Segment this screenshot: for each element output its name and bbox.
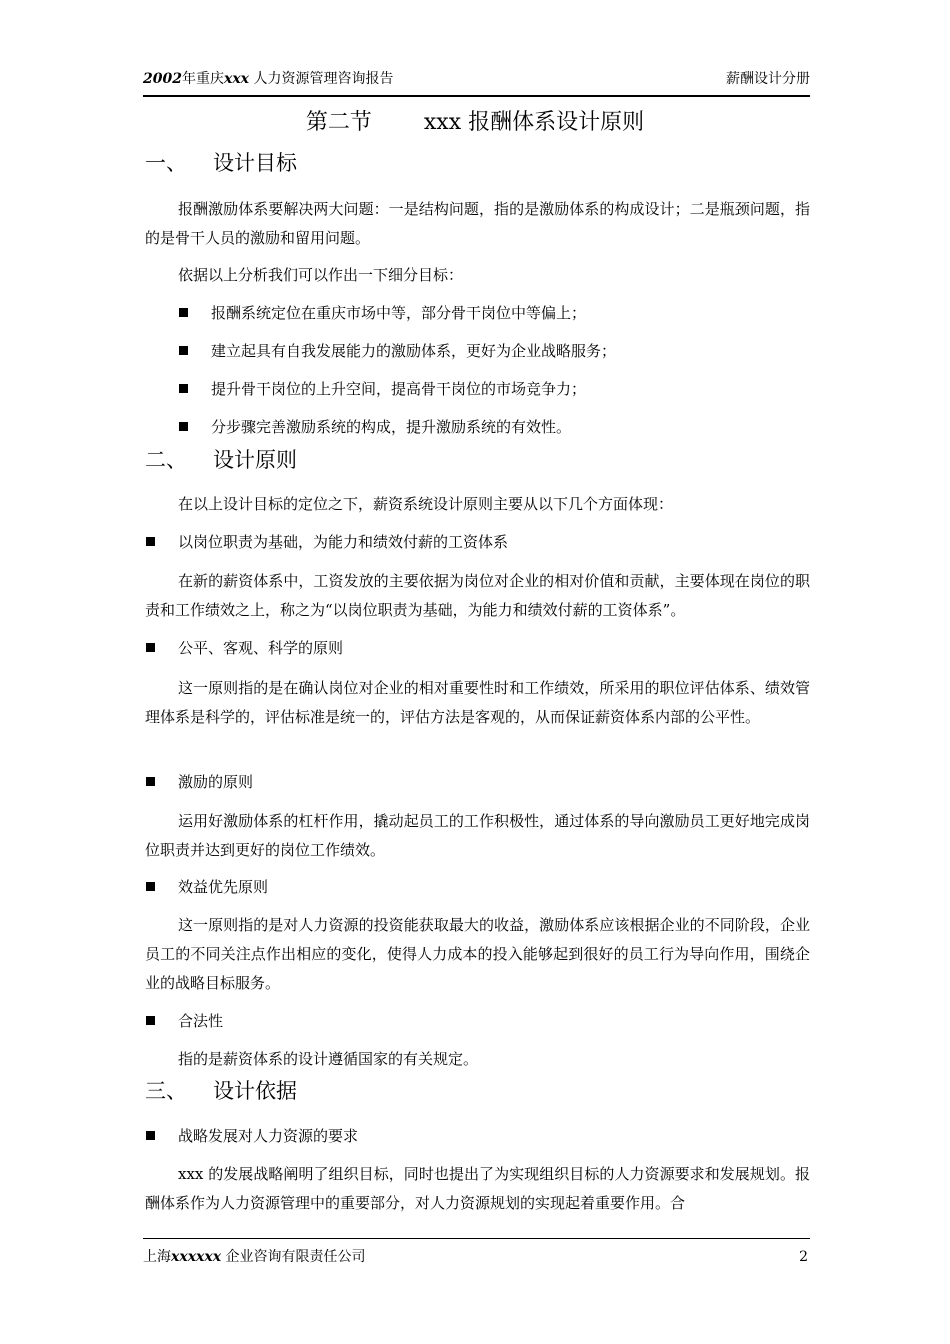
heading-design-basis	[145, 1077, 297, 1105]
list-item-text: 提升骨干岗位的上升空间，提高骨干岗位的市场竞争力；	[211, 380, 587, 398]
list-item-text: 报酬系统定位在重庆市场中等，部分骨干岗位中等偏上；	[211, 304, 587, 322]
header-year: 2002	[143, 71, 182, 87]
footer-company-placeholder: xxxxxx	[171, 1249, 222, 1265]
principle-title	[146, 877, 268, 897]
principle-title-text: 战略发展对人力资源的要求	[178, 1127, 359, 1145]
page-header	[143, 70, 810, 92]
list-item	[179, 379, 586, 399]
section-title	[0, 108, 950, 138]
paragraph: 运用好激励体系的杠杆作用，撬动起员工的工作积极性，通过体系的导向激励员工更好地完成岗位职责并达到更好的岗位工作绩效。	[145, 812, 810, 859]
header-city: 年重庆	[181, 71, 224, 87]
paragraph: 指的是薪资体系的设计遵循国家的有关规定。	[178, 1050, 479, 1068]
paragraph: 在以上设计目标的定位之下，薪资系统设计原则主要从以下几个方面体现：	[178, 495, 674, 513]
header-company: xxx	[223, 71, 250, 87]
square-bullet-icon	[146, 777, 155, 786]
square-bullet-icon	[179, 346, 188, 355]
page-number: 2	[799, 1249, 808, 1265]
square-bullet-icon	[146, 1016, 155, 1025]
square-bullet-icon	[179, 422, 188, 431]
heading-number: 一、	[145, 151, 187, 175]
principle-title	[146, 1126, 358, 1146]
footer-city: 上海	[143, 1249, 171, 1265]
square-bullet-icon	[146, 1131, 155, 1140]
header-volume: 薪酬设计分册	[726, 71, 810, 87]
list-item-text: 建立起具有自我发展能力的激励体系，更好为企业战略服务；	[211, 342, 617, 360]
paragraph: 这一原则指的是对人力资源的投资能获取最大的收益，激励体系应该根据企业的不同阶段，企业员工的不同关注点作出相应的变化，使得人力成本的投入能够起到很好的员工行为导向作用，围绕企业的战略目标服务。	[145, 916, 810, 992]
paragraph: xxx 的发展战略阐明了组织目标，同时也提出了为实现组织目标的人力资源要求和发展规划。报酬体系作为人力资源管理中的重要部分，对人力资源规划的实现起着重要作用。合	[145, 1165, 810, 1212]
heading-text: 设计原则	[213, 448, 297, 472]
footer-company	[143, 1248, 366, 1266]
principle-title-text: 激励的原则	[178, 773, 254, 791]
list-item	[179, 303, 586, 323]
section-name: xxx 报酬体系设计原则	[423, 110, 645, 135]
header-report-title	[143, 70, 393, 88]
paragraph: 报酬激励体系要解决两大问题：一是结构问题，指的是激励体系的构成设计；二是瓶颈问题，指的是骨干人员的激励和留用问题。	[145, 200, 810, 247]
paragraph: 这一原则指的是在确认岗位对企业的相对重要性时和工作绩效，所采用的职位评估体系、绩效管理体系是科学的，评估标准是统一的，评估方法是客观的，从而保证薪资体系内部的公平性。	[145, 679, 810, 726]
principle-title	[146, 772, 253, 792]
principle-title	[146, 532, 508, 552]
heading-number: 二、	[145, 448, 187, 472]
heading-design-principles	[145, 446, 297, 474]
list-item-text: 分步骤完善激励系统的构成，提升激励系统的有效性。	[211, 418, 572, 436]
footer-company-name: 企业咨询有限责任公司	[221, 1249, 366, 1265]
square-bullet-icon	[179, 308, 188, 317]
section-number: 第二节	[305, 110, 372, 135]
square-bullet-icon	[179, 384, 188, 393]
principle-title-text: 以岗位职责为基础，为能力和绩效付薪的工资体系	[178, 533, 509, 551]
principle-title-text: 合法性	[178, 1012, 224, 1030]
heading-design-goals	[145, 149, 297, 177]
square-bullet-icon	[146, 882, 155, 891]
square-bullet-icon	[146, 537, 155, 546]
paragraph: 在新的薪资体系中，工资发放的主要依据为岗位对企业的相对价值和贡献，主要体现在岗位的职责和工作绩效之上，称之为“以岗位职责为基础，为能力和绩效付薪的工资体系”。	[145, 572, 810, 619]
heading-text: 设计依据	[213, 1079, 297, 1103]
list-item	[179, 417, 571, 437]
heading-number: 三、	[145, 1079, 187, 1103]
heading-text: 设计目标	[213, 151, 297, 175]
principle-title-text: 公平、客观、科学的原则	[178, 639, 344, 657]
square-bullet-icon	[146, 643, 155, 652]
list-item	[179, 341, 616, 361]
header-report-name: 人力资源管理咨询报告	[249, 71, 394, 87]
header-divider	[143, 95, 810, 97]
principle-title-text: 效益优先原则	[178, 878, 269, 896]
footer-divider	[143, 1238, 810, 1239]
principle-title	[146, 1011, 223, 1031]
paragraph: 依据以上分析我们可以作出一下细分目标：	[178, 266, 464, 284]
principle-title	[146, 638, 343, 658]
